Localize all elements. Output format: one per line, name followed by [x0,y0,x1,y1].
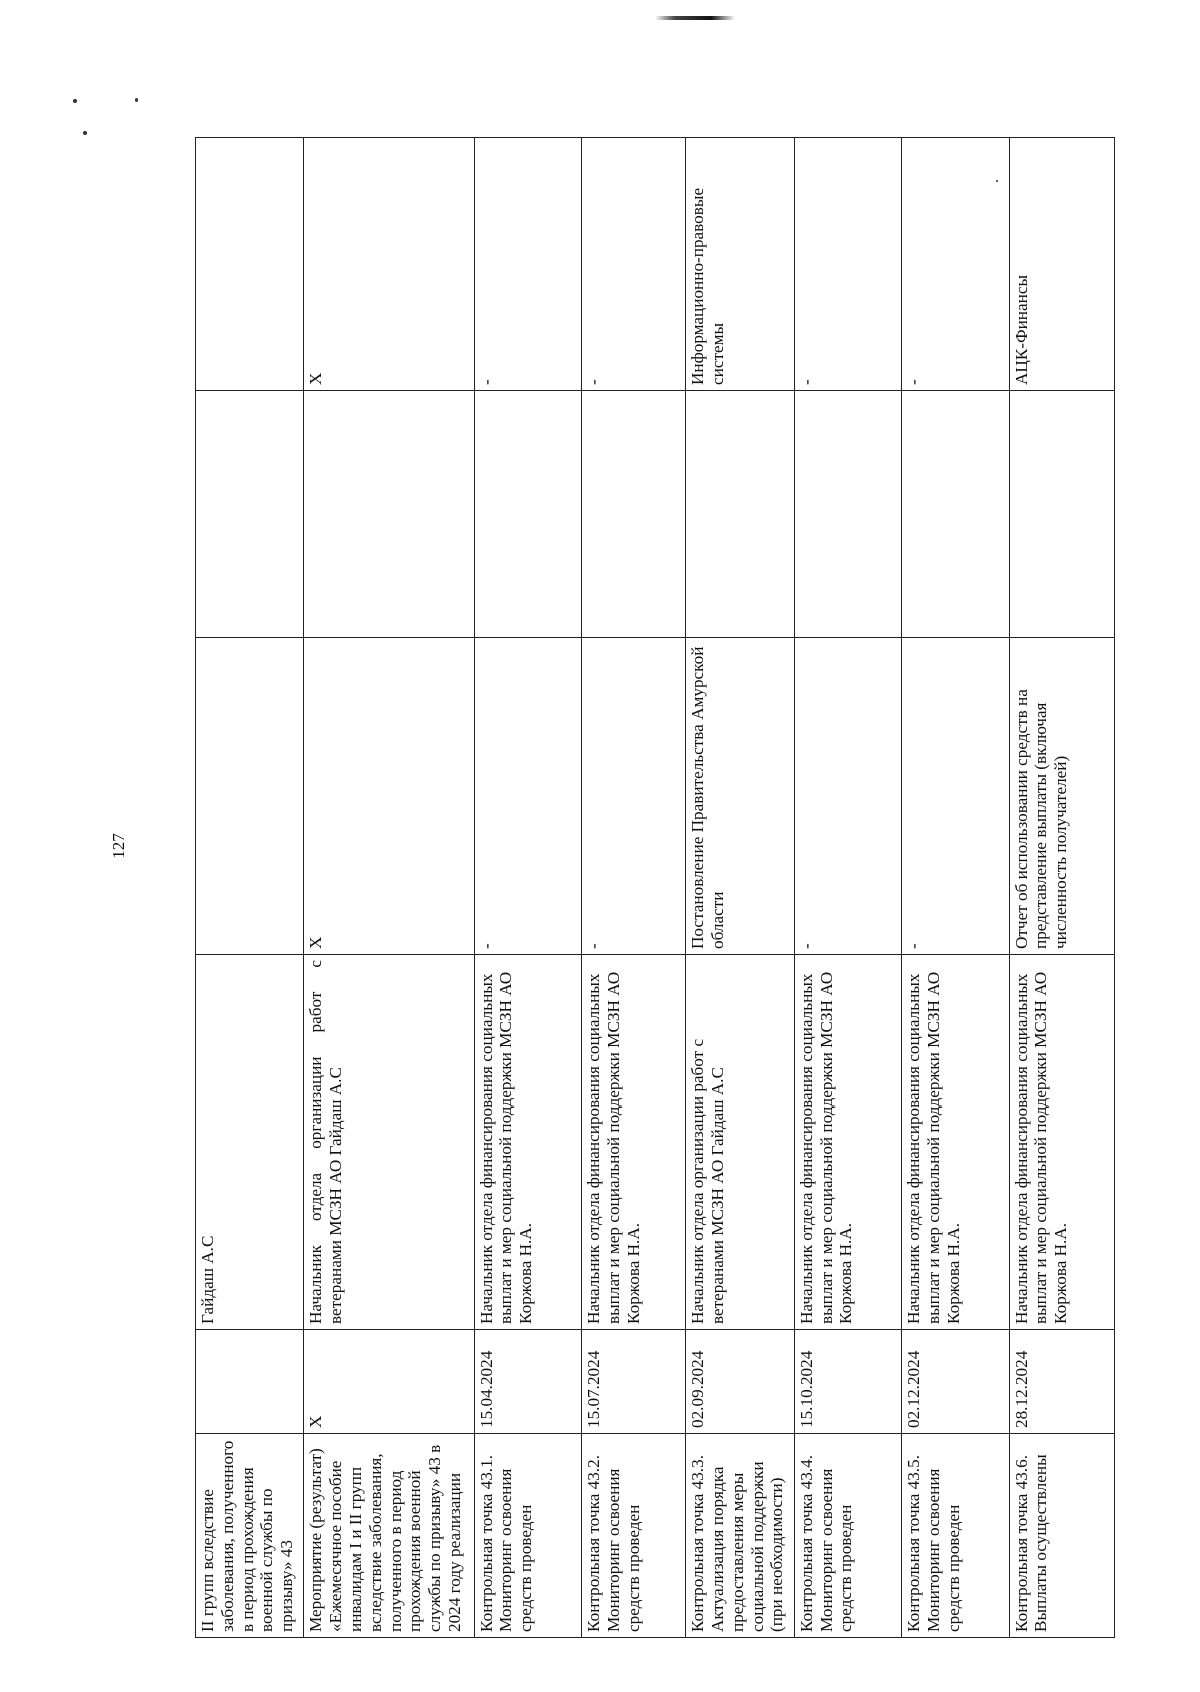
document-cell: - [902,638,1009,955]
responsible-cell: Начальник отдела финансирования социальных выплат и мер социальной поддержки МСЗН АО Коржова Н.А. [582,955,686,1330]
empty-cell [902,391,1009,638]
date-cell: X [304,1330,474,1434]
document-cell: - [794,638,901,955]
description-cell: Мероприятие (результат) «Ежемесячное пособие инвалидам I и II групп вследствие заболевания, полученного в период прохождения военной службы по призыву» 43 в 2024 году реализации [304,1434,474,1638]
responsible-cell: Начальник отдела финансирования социальных выплат и мер социальной поддержки МСЗН АО Коржова Н.А. [794,955,901,1330]
date-cell [196,1330,304,1434]
empty-cell [794,391,901,638]
system-cell: - [474,138,581,391]
document-cell [196,638,304,955]
rotated-table-wrapper [195,138,1115,1638]
scan-smear [655,16,735,20]
date-cell: 02.12.2024 [902,1330,1009,1434]
system-cell: АЦК-Финансы [1009,138,1114,391]
empty-cell [1009,391,1114,638]
system-cell: - [902,138,1009,391]
empty-cell [686,391,794,638]
system-cell: - [794,138,901,391]
page-number: 127 [109,833,128,859]
document-cell: X [304,638,474,955]
empty-cell [582,391,686,638]
responsible-cell: Гайдаш А.С [196,955,304,1330]
empty-cell [304,391,474,638]
document-cell: Постановление Правительства Амурской области [686,638,794,955]
date-cell: 15.07.2024 [582,1330,686,1434]
description-cell: Контрольная точка 43.5. Мониторинг освоения средств проведен [902,1434,1009,1638]
table-row [1009,138,1114,1638]
table-row [794,138,901,1638]
scan-speck [73,99,77,103]
description-cell: Контрольная точка 43.3. Актуализация порядка предоставления меры социальной поддержки (при необходимости) [686,1434,794,1638]
responsible-cell: Начальник отдела организации работ с ветеранами МСЗН АО Гайдаш А.С [686,955,794,1330]
system-cell: - [582,138,686,391]
date-cell: 15.04.2024 [474,1330,581,1434]
scan-speck [135,98,138,102]
responsible-cell: Начальник отдела организации работ с ветеранами МСЗН АО Гайдаш А.С [304,955,474,1330]
date-cell: 28.12.2024 [1009,1330,1114,1434]
description-cell: Контрольная точка 43.6. Выплаты осуществлены [1009,1434,1114,1638]
responsible-cell: Начальник отдела финансирования социальных выплат и мер социальной поддержки МСЗН АО Коржова Н.А. [902,955,1009,1330]
system-cell: Информационно-правовые системы [686,138,794,391]
description-cell: Контрольная точка 43.1. Мониторинг освоения средств проведен [474,1434,581,1638]
responsible-cell: Начальник отдела финансирования социальных выплат и мер социальной поддержки МСЗН АО Коржова Н.А. [1009,955,1114,1330]
system-cell [196,138,304,391]
scan-speck [83,131,87,135]
document-cell: Отчет об использовании средств на представление выплаты (включая численность получателей) [1009,638,1114,955]
document-cell: - [474,638,581,955]
empty-cell [474,391,581,638]
date-cell: 02.09.2024 [686,1330,794,1434]
document-table [195,137,1115,1638]
system-cell: X [304,138,474,391]
table-row [474,138,581,1638]
empty-cell [196,391,304,638]
responsible-cell: Начальник отдела финансирования социальных выплат и мер социальной поддержки МСЗН АО Коржова Н.А. [474,955,581,1330]
table-row [582,138,686,1638]
description-cell: Контрольная точка 43.4. Мониторинг освоения средств проведен [794,1434,901,1638]
description-cell: Контрольная точка 43.2. Мониторинг освоения средств проведен [582,1434,686,1638]
table-row [686,138,794,1638]
table-body [196,138,1115,1638]
date-cell: 15.10.2024 [794,1330,901,1434]
table-row [304,138,474,1638]
table-row [196,138,304,1638]
document-table-region [195,138,1115,1638]
document-cell: - [582,638,686,955]
description-cell: II групп вследствие заболевания, полученного в период прохождения военной службы по призыву» 43 [196,1434,304,1638]
table-row [902,138,1009,1638]
